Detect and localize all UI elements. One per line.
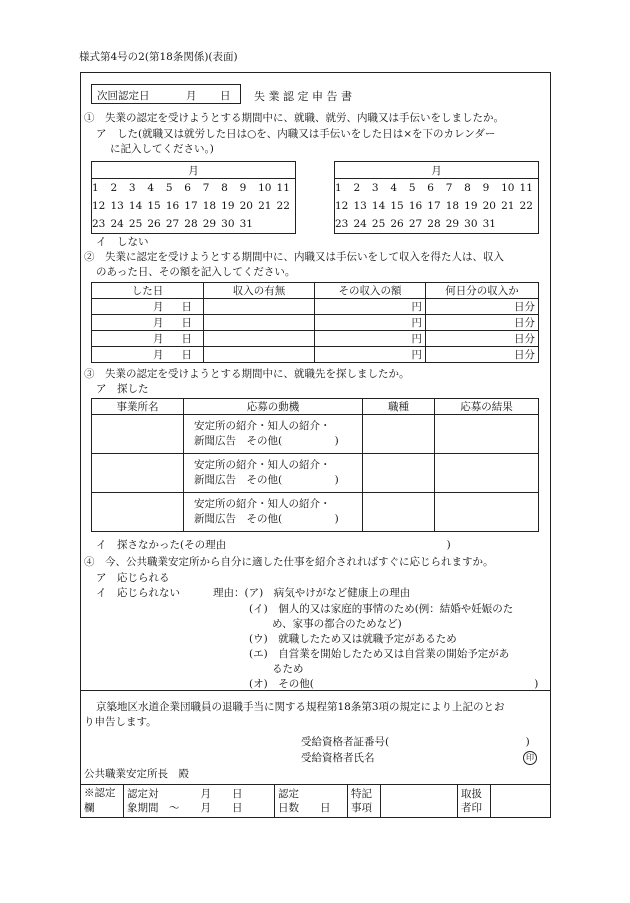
table-cell: 28 <box>427 218 441 230</box>
table-cell: 日分 <box>426 331 539 347</box>
income-row <box>92 299 539 315</box>
table-cell <box>258 215 276 234</box>
special-notes-field <box>381 785 458 818</box>
table-cell <box>501 215 519 234</box>
table-cell: 日分 <box>426 315 539 331</box>
table-cell: 18 <box>202 200 217 212</box>
table-cell: 月 日 <box>92 315 204 331</box>
table-cell: 4 <box>147 182 155 194</box>
next-date-month: 月 <box>186 90 197 102</box>
table-cell: 12 <box>335 200 349 212</box>
table-cell <box>520 215 539 234</box>
addressee: 公共職業安定所長 殿 <box>84 768 189 780</box>
table-cell: 11 <box>519 182 533 194</box>
table-cell <box>363 454 435 493</box>
income-row <box>92 315 539 331</box>
q4-reason-i-1: (イ) 個人的又は家庭的事情のため(例：結婚や妊娠のた <box>249 603 514 615</box>
calendar-left-month: 月 <box>92 162 296 179</box>
job-row <box>92 454 539 493</box>
table-cell: 30 <box>464 218 478 230</box>
table-cell: 27 <box>408 218 423 230</box>
q4-i-text: イ 応じられない <box>96 587 180 599</box>
table-cell: 13 <box>110 200 124 212</box>
table-cell: 安定所の紹介・知人の紹介・ 新聞広告 その他( ) <box>184 415 363 454</box>
table-cell: 2 <box>353 182 361 194</box>
table-cell: 9 <box>482 182 490 194</box>
table-cell: 19 <box>221 200 235 212</box>
table-cell <box>363 493 435 532</box>
calendar-right[interactable] <box>334 161 539 234</box>
q1-a-text1: ア した(就職又は就労した日は○を、内職又は手伝いをした日は×を下のカレンダー <box>96 128 496 140</box>
section-divider <box>80 690 551 691</box>
table-cell: 月 日 <box>92 331 204 347</box>
table-cell: 26 <box>147 218 161 230</box>
certification-table[interactable] <box>80 784 551 818</box>
table-cell: 21 <box>258 200 272 212</box>
table-cell <box>92 493 184 532</box>
income-table[interactable] <box>91 282 539 363</box>
table-cell: 8 <box>221 182 228 194</box>
table-cell <box>204 331 315 347</box>
calendar-right-month: 月 <box>335 162 539 179</box>
table-cell: 日分 <box>426 299 539 315</box>
q4-reason-e-2: るため <box>272 663 304 675</box>
table-cell: 15 <box>147 200 161 212</box>
table-cell: 安定所の紹介・知人の紹介・ 新聞広告 その他( ) <box>184 493 363 532</box>
table-cell <box>204 347 315 363</box>
applicant-name-field[interactable]: 受給資格者氏名 <box>301 752 375 764</box>
table-cell: 6 <box>427 182 434 194</box>
table-cell: 10 <box>258 182 272 194</box>
table-cell: 17 <box>427 200 441 212</box>
form-title: 失 業 認 定 申 告 書 <box>254 90 352 103</box>
seal-mark: 印 <box>523 751 537 765</box>
q4-reason-o: (オ) その他( ) <box>249 678 539 690</box>
table-cell: 17 <box>184 200 198 212</box>
income-row <box>92 331 539 347</box>
next-date-label: 次回認定日 <box>97 90 150 102</box>
table-cell <box>204 315 315 331</box>
table-cell <box>92 454 184 493</box>
job-header-office: 事業所名 <box>92 399 184 415</box>
table-cell: 4 <box>390 182 398 194</box>
table-cell: 11 <box>276 182 290 194</box>
q4-reason-i-2: め、家事の都合のためなど) <box>272 618 402 630</box>
declaration-text2: り申告します。 <box>84 716 157 728</box>
calendar-left[interactable] <box>91 161 296 234</box>
job-header-type: 職種 <box>363 399 435 415</box>
q2-text2: のあった日、その額を記入してください。 <box>96 266 296 278</box>
table-cell: 25 <box>371 218 386 230</box>
table-cell: 月 日 <box>92 299 204 315</box>
job-header-motive: 応募の動機 <box>184 399 363 415</box>
table-cell: 15 <box>390 200 404 212</box>
table-cell: 24 <box>110 218 124 230</box>
table-cell: 30 <box>221 218 235 230</box>
q4-reason-e-1: (エ) 自営業を開始したため又は自営業の開始予定があ <box>249 648 510 660</box>
table-cell: 安定所の紹介・知人の紹介・ 新聞広告 その他( ) <box>184 454 363 493</box>
table-cell <box>363 415 435 454</box>
table-cell: 3 <box>128 182 136 194</box>
table-cell: 20 <box>482 200 496 212</box>
cert-days: 認定 日数 日 <box>275 785 348 818</box>
table-cell: 23 <box>92 218 106 230</box>
table-cell: 5 <box>165 182 173 194</box>
table-cell: 18 <box>445 200 460 212</box>
table-cell: 8 <box>464 182 471 194</box>
table-cell: 7 <box>202 182 210 194</box>
q1-i-text: イ しない <box>96 236 149 248</box>
table-cell: 月 日 <box>92 347 204 363</box>
table-cell <box>204 299 315 315</box>
table-cell <box>435 493 539 532</box>
table-cell <box>435 415 539 454</box>
table-cell: 20 <box>239 200 253 212</box>
job-row <box>92 493 539 532</box>
job-row <box>92 415 539 454</box>
table-cell: 7 <box>445 182 453 194</box>
table-cell: 26 <box>390 218 404 230</box>
table-cell: 9 <box>239 182 247 194</box>
table-cell: 2 <box>110 182 118 194</box>
income-header-days: 何日分の収入か <box>426 283 539 299</box>
table-cell: 1 <box>335 182 342 194</box>
table-cell: 23 <box>335 218 349 230</box>
income-header-yesno: 収入の有無 <box>204 283 315 299</box>
table-cell: 円 <box>315 331 426 347</box>
cert-label: ※認定欄 <box>81 785 124 818</box>
table-cell <box>92 415 184 454</box>
next-date-day: 日 <box>220 90 231 102</box>
table-cell: 5 <box>408 182 416 194</box>
table-cell: 29 <box>445 218 460 230</box>
table-cell: 13 <box>353 200 367 212</box>
table-cell: 24 <box>353 218 367 230</box>
handler-label: 取扱 者印 <box>458 785 491 818</box>
table-cell: 22 <box>519 200 533 212</box>
income-header-date: した日 <box>92 283 204 299</box>
q3-text1: ③ 失業の認定を受けようとする期間中に、就職先を探しましたか。 <box>84 368 410 380</box>
table-cell: 円 <box>315 315 426 331</box>
table-cell: 円 <box>315 347 426 363</box>
table-cell: 31 <box>239 218 253 230</box>
table-cell: 12 <box>92 200 106 212</box>
table-cell: 16 <box>408 200 423 212</box>
table-cell: 22 <box>276 200 290 212</box>
table-cell: 6 <box>184 182 191 194</box>
q1-text: ① 失業の認定を受けようとする期間中に、就職、就労、内職又は手伝いをしましたか。 <box>84 112 504 124</box>
income-header-amount: その収入の額 <box>315 283 426 299</box>
table-cell: 14 <box>128 200 143 212</box>
table-cell: 29 <box>202 218 217 230</box>
q3-a-text: ア 探した <box>96 383 149 395</box>
table-cell: 10 <box>501 182 515 194</box>
table-cell: 28 <box>184 218 198 230</box>
q4-reason-a: 理由：(ア) 病気やけがなど健康上の理由 <box>213 587 411 599</box>
q4-a-text: ア 応じられる <box>96 572 170 584</box>
table-cell: 27 <box>165 218 180 230</box>
table-cell: 16 <box>165 200 180 212</box>
table-cell: 日分 <box>426 347 539 363</box>
q1-a-text2: に記入してください。) <box>110 143 214 155</box>
special-notes-label: 特記 事項 <box>348 785 381 818</box>
income-row <box>92 347 539 363</box>
q4-text1: ④ 今、公共職業安定所から自分に適した仕事を紹介されればすぐに応じられますか。 <box>84 556 494 568</box>
handler-seal-field <box>491 785 551 818</box>
table-cell: 1 <box>92 182 99 194</box>
table-cell: 14 <box>371 200 386 212</box>
q3-i-text: イ 探さなかった(その理由 ) <box>96 539 451 551</box>
table-cell: 円 <box>315 299 426 315</box>
form-id: 様式第4号の2(第18条関係)(表面) <box>79 51 238 63</box>
table-cell: 25 <box>128 218 143 230</box>
cert-number-field[interactable]: 受給資格者証番号( ) <box>301 736 530 748</box>
q2-text1: ② 失業に認定を受けようとする期間中に、内職又は手伝いをして収入を得た人は、収入 <box>84 251 504 263</box>
job-search-table[interactable] <box>91 398 539 532</box>
table-cell: 21 <box>501 200 515 212</box>
table-cell: 3 <box>371 182 379 194</box>
job-header-result: 応募の結果 <box>435 399 539 415</box>
cert-period: 認定対 月 日 象期間 ～ 月 日 <box>124 785 275 818</box>
table-cell: 19 <box>464 200 478 212</box>
table-cell <box>435 454 539 493</box>
q4-reason-u: (ウ) 就職したため又は就職予定があるため <box>249 633 457 645</box>
table-cell <box>277 215 296 234</box>
table-cell: 31 <box>482 218 496 230</box>
declaration-text1: 京築地区水道企業団職員の退職手当に関する規程第18条第3項の規定により上記のとお <box>96 701 505 713</box>
